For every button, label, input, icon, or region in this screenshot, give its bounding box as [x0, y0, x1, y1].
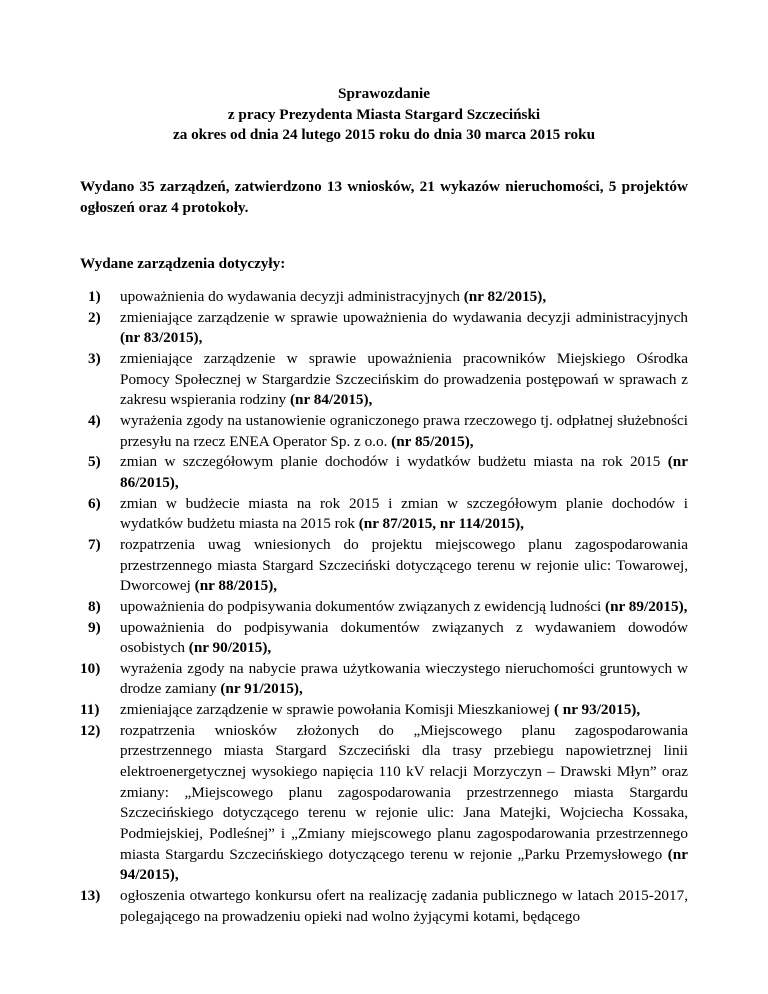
list-item-text: zmian w szczegółowym planie dochodów i wydatków budżetu miasta na rok 2015 [120, 453, 661, 471]
list-item [80, 721, 688, 886]
list-item-text: zmieniające zarządzenie w sprawie upoważnienia do wydawania decyzji administracyjnych [120, 308, 688, 326]
list-item [80, 700, 688, 721]
report-title [0, 84, 768, 146]
ordinance-number: (nr 83/2015), [120, 329, 203, 347]
ordinance-number: (nr 90/2015), [188, 639, 272, 657]
section-heading: Wydane zarządzenia dotyczyły: [80, 255, 286, 272]
list-item-text: rozpatrzenia uwag wniesionych do projektu miejscowego planu zagospodarowania przestrzennego miasta Stargard Szczeciński dotyczącego terenu w rejonie ulic: Towarowej, Dworcowej [120, 535, 688, 595]
ordinance-number: (nr 91/2015), [220, 680, 303, 698]
list-item [80, 287, 688, 308]
list-item-text: upoważnienia do podpisywania dokumentów związanych z wydawaniem dowodów osobistych [120, 618, 688, 657]
title-line-1: Sprawozdanie [338, 85, 430, 102]
list-item-number: 7) [88, 535, 101, 553]
list-item-text: zmieniające zarządzenie w sprawie powołania Komisji Mieszkaniowej [120, 701, 551, 719]
list-item-text: wyrażenia zgody na ustanowienie ograniczonego prawa rzeczowego tj. odpłatnej służebności przesyłu na rzecz ENEA Operator Sp. z o.o. [120, 411, 688, 450]
list-item [80, 886, 688, 927]
ordinance-number: (nr 82/2015), [463, 288, 547, 305]
list-item-number: 12) [80, 721, 101, 739]
list-item-number: 3) [88, 349, 101, 367]
list-item [80, 535, 688, 597]
summary-paragraph: Wydano 35 zarządzeń, zatwierdzono 13 wniosków, 21 wykazów nieruchomości, 5 projektów ogłoszeń oraz 4 protokoły. [80, 178, 688, 216]
title-line-2: z pracy Prezydenta Miasta Stargard Szczeciński [227, 105, 541, 123]
ordinance-number: (nr 84/2015), [289, 391, 373, 409]
list-item-number: 9) [88, 618, 101, 636]
list-item-number: 11) [80, 701, 100, 719]
list-item-text: ogłoszenia otwartego konkursu ofert na realizację zadania publicznego w latach 2015-2017, polegającego na prowadzeniu opieki nad wolno żyjącymi kotami, będącego [120, 887, 688, 925]
ordinance-number: (nr 94/2015), [120, 845, 688, 884]
ordinance-list [80, 287, 688, 927]
list-item-number: 5) [88, 453, 101, 471]
ordinance-number: (nr 86/2015), [120, 453, 688, 491]
list-item [80, 659, 688, 700]
list-item-number: 2) [88, 308, 101, 326]
list-item [80, 597, 688, 618]
ordinance-number: (nr 85/2015), [391, 432, 474, 450]
list-item [80, 618, 688, 659]
list-item-text: zmian w budżecie miasta na rok 2015 i zmian w szczegółowym planie dochodów i wydatków budżetu miasta na 2015 rok [120, 494, 688, 533]
list-item [80, 452, 688, 493]
list-item-number: 10) [80, 659, 101, 677]
list-item-number: 6) [88, 494, 101, 512]
list-item-text: upoważnienia do wydawania decyzji administracyjnych [120, 288, 460, 305]
ordinance-number: (nr 88/2015), [194, 577, 278, 595]
list-item [80, 494, 688, 535]
ordinance-number: (nr 87/2015, nr 114/2015), [358, 515, 524, 533]
list-item-text: rozpatrzenia wniosków złożonych do „Miejscowego planu zagospodarowania przestrzennego miasta Stargard Szczeciński dla trasy przebiegu napowietrznej linii elektroenergetycznej wysokiego napięcia 110 kV relacji Morzyczyn – Drawski Młyn” oraz zmiany: „Miejscowego planu zagospodarowania przestrzennego miasta Stargardu Szczecińskiego dotyczącego terenu w rejonie ulic: Jana Matejki, Wojciecha Kossaka, Podmiejskiej, Podleśnej” i „Zmiany miejscowego planu zagospodarowania przestrzennego miasta Stargardu Szczecińskiego dotyczącego terenu w rejonie „Parku Przemysłowego [120, 721, 688, 863]
list-item-text: zmieniające zarządzenie w sprawie upoważnienia pracowników Miejskiego Ośrodka Pomocy Społecznej w Stargardzie Szczecińskim do prowadzenia postępowań w sprawach z zakresu wspierania rodziny [120, 349, 688, 409]
list-item [80, 308, 688, 349]
list-item-text: upoważnienia do podpisywania dokumentów związanych z ewidencją ludności [120, 597, 602, 615]
list-item-number: 8) [88, 597, 101, 615]
list-item-number: 13) [80, 887, 101, 905]
list-item-number: 4) [88, 411, 101, 429]
list-item-number: 1) [88, 288, 101, 305]
list-item [80, 411, 688, 452]
title-line-3: za okres od dnia 24 lutego 2015 roku do dnia 30 marca 2015 roku [172, 126, 596, 143]
list-item [80, 349, 688, 411]
ordinance-number: ( nr 93/2015), [553, 701, 641, 719]
ordinance-number: (nr 89/2015), [605, 597, 688, 615]
list-item-text: wyrażenia zgody na nabycie prawa użytkowania wieczystego nieruchomości gruntowych w drodze zamiany [120, 659, 688, 698]
